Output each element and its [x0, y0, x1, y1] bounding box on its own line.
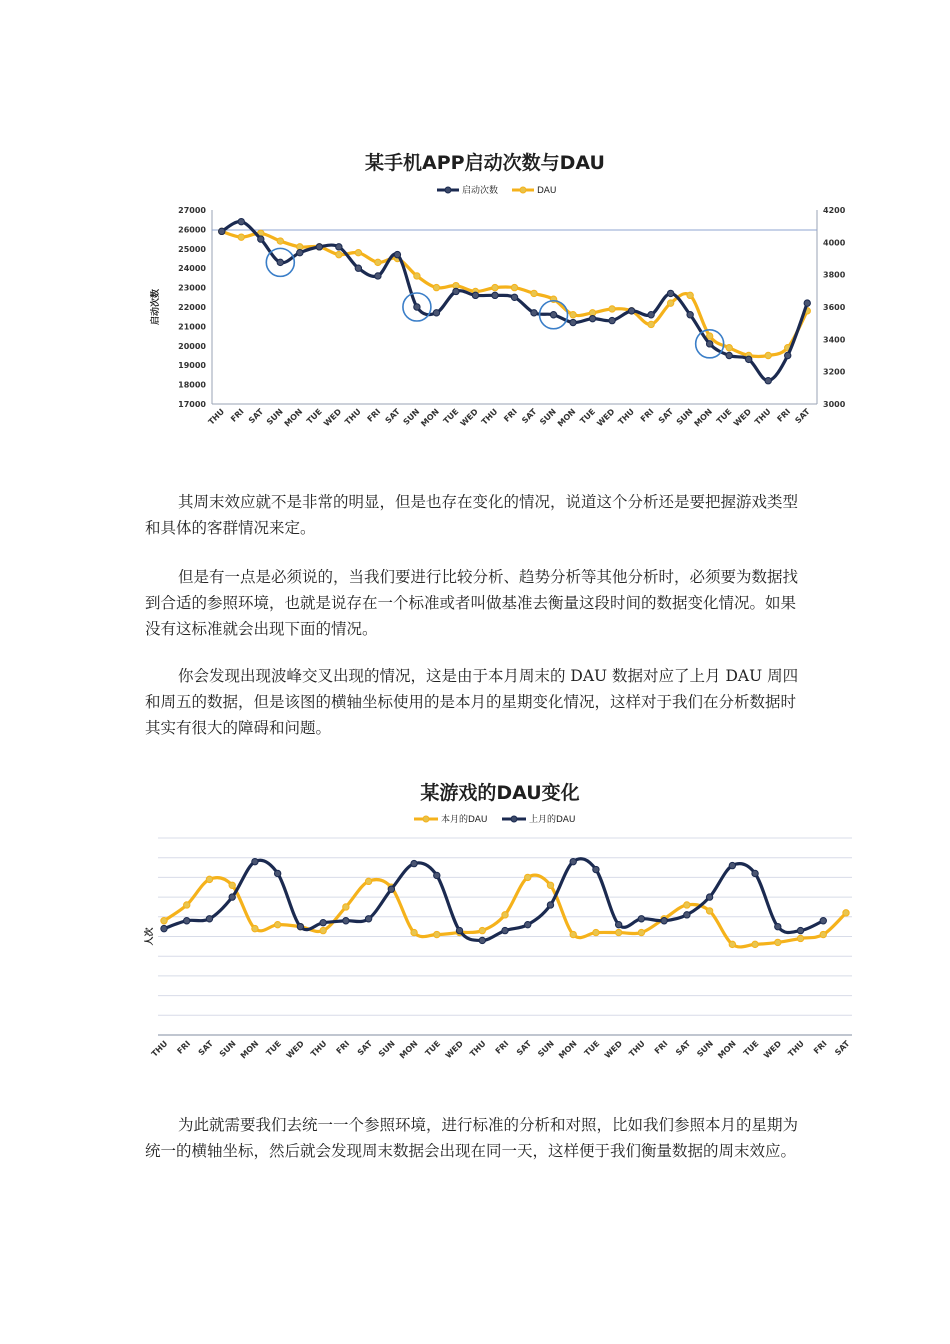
x-tick-label: THU — [308, 1039, 329, 1059]
x-tick-label: TUE — [264, 1039, 284, 1058]
data-point — [785, 352, 791, 358]
data-point — [492, 284, 498, 290]
data-point — [274, 921, 280, 927]
x-tick-label: FRI — [775, 407, 793, 424]
data-point — [609, 317, 615, 323]
x-tick-label: FRI — [493, 1039, 511, 1056]
data-point — [765, 352, 771, 358]
chart1-legend — [437, 184, 557, 196]
data-point — [274, 870, 280, 876]
data-point — [375, 259, 381, 265]
y-tick-label: 20000 — [178, 341, 206, 351]
chart1-plot — [140, 138, 846, 438]
x-tick-label: FRI — [502, 407, 519, 424]
x-tick-label: SUN — [674, 407, 695, 427]
x-tick-label: THU — [479, 407, 500, 427]
x-tick-label: SUN — [376, 1039, 397, 1059]
data-point — [726, 345, 732, 351]
data-point — [336, 251, 342, 257]
data-point — [375, 273, 381, 279]
x-tick-label: SAT — [674, 1039, 693, 1058]
x-tick-label: MON — [238, 1039, 261, 1061]
data-point — [343, 918, 349, 924]
y2-tick-label: 4200 — [823, 206, 846, 215]
x-tick-label: MON — [692, 407, 715, 429]
paragraph-3: 你会发现出现波峰交叉出现的情况，这是由于本月周末的 DAU 数据对应了上月 DAU 周四和周五的数据，但是该图的横轴坐标使用的是本月的星期变化情况，这样对于我们在分析数据时其实有很大的障碍和问题。 — [145, 667, 799, 737]
data-point — [316, 244, 322, 250]
x-tick-label: TUE — [714, 407, 734, 426]
x-tick-label: SUN — [401, 407, 422, 427]
data-point — [433, 310, 439, 316]
data-point — [797, 927, 803, 933]
data-point — [706, 894, 712, 900]
data-point — [320, 920, 326, 926]
legend-label: DAU — [537, 186, 557, 196]
x-tick-label: SUN — [264, 407, 285, 427]
x-tick-label: THU — [343, 407, 363, 427]
x-tick-label: WED — [595, 407, 617, 429]
data-point — [161, 925, 167, 931]
x-tick-label: WED — [458, 407, 480, 429]
x-tick-label: WED — [284, 1039, 306, 1061]
data-point — [615, 929, 621, 935]
data-point — [648, 312, 654, 318]
legend-label: 启动次数 — [462, 186, 499, 196]
x-tick-label: SAT — [355, 1039, 375, 1058]
data-point — [355, 249, 361, 255]
data-point — [797, 935, 803, 941]
data-point — [525, 874, 531, 880]
x-tick-label: WED — [762, 1039, 784, 1061]
data-point — [745, 356, 751, 362]
data-point — [238, 234, 244, 240]
data-point — [388, 886, 394, 892]
data-point — [479, 927, 485, 933]
data-point — [297, 923, 303, 929]
data-point — [184, 902, 190, 908]
y2-tick-label: 3200 — [823, 367, 846, 377]
x-tick-label: FRI — [365, 407, 383, 424]
x-tick-label: THU — [468, 1039, 488, 1059]
series-line-last-month — [164, 859, 823, 941]
y-tick-label: 27000 — [178, 206, 206, 215]
data-point — [525, 921, 531, 927]
data-point — [252, 858, 258, 864]
y2-tick-label: 3600 — [823, 303, 846, 312]
data-point — [661, 918, 667, 924]
x-tick-label: TUE — [578, 407, 597, 426]
y2-tick-label: 4000 — [823, 238, 846, 248]
data-point — [684, 902, 690, 908]
y-tick-label: 25000 — [178, 244, 206, 254]
data-point — [570, 931, 576, 937]
y2-tick-label: 3000 — [823, 400, 846, 409]
y-tick-label: 23000 — [178, 283, 206, 293]
data-point — [765, 378, 771, 384]
x-tick-label: TUE — [441, 407, 461, 426]
data-point — [343, 904, 349, 910]
y-tick-label: 18000 — [178, 380, 206, 390]
data-point — [843, 910, 849, 916]
data-point — [206, 916, 212, 922]
x-tick-label: TUE — [305, 407, 324, 426]
x-tick-label: SAT — [246, 407, 266, 426]
y-axis-label: 启动次数 — [151, 288, 161, 326]
data-point — [706, 908, 712, 914]
y2-tick-label: 3800 — [823, 270, 846, 280]
data-point — [277, 238, 283, 244]
y-tick-label: 22000 — [178, 303, 206, 312]
x-tick-label: WED — [443, 1039, 465, 1061]
data-point — [258, 236, 264, 242]
x-tick-label: FRI — [334, 1039, 352, 1056]
data-point — [511, 284, 517, 290]
data-point — [570, 312, 576, 318]
x-tick-label: MON — [282, 407, 305, 429]
y-tick-label: 26000 — [178, 225, 206, 235]
data-point — [252, 925, 258, 931]
data-point — [502, 927, 508, 933]
legend-swatch-marker — [445, 187, 451, 193]
x-tick-label: TUE — [741, 1039, 761, 1058]
data-point — [729, 862, 735, 868]
data-point — [706, 333, 712, 339]
data-point — [411, 929, 417, 935]
data-point — [570, 319, 576, 325]
y-tick-label: 19000 — [178, 361, 206, 371]
data-point — [570, 858, 576, 864]
data-point — [206, 876, 212, 882]
x-tick-label: SAT — [383, 407, 402, 426]
x-tick-label: MON — [555, 407, 578, 429]
data-point — [161, 918, 167, 924]
data-point — [434, 931, 440, 937]
data-point — [667, 290, 673, 296]
data-point — [667, 300, 673, 306]
x-tick-label: THU — [753, 407, 773, 427]
data-point — [492, 292, 498, 298]
x-tick-label: WED — [322, 407, 344, 429]
legend-label: 本月的DAU — [441, 815, 488, 825]
data-point — [752, 941, 758, 947]
legend-label: 上月的DAU — [529, 815, 576, 825]
paragraph-2: 但是有一点是必须说的，当我们要进行比较分析、趋势分析等其他分析时，必须要为数据找到合适的参照环境，也就是说存在一个标准或者叫做基准去衡量这段时间的数据变化情况。如果没有这标准就会出现下面的情况。 — [145, 568, 799, 638]
data-point — [820, 931, 826, 937]
chart2-legend — [414, 813, 576, 825]
x-tick-label: THU — [206, 407, 227, 427]
x-tick-label: THU — [149, 1039, 170, 1059]
data-point — [531, 290, 537, 296]
data-point — [238, 218, 244, 224]
data-point — [638, 916, 644, 922]
data-point — [687, 312, 693, 318]
y-tick-label: 17000 — [178, 400, 206, 409]
paragraph-1: 其周末效应就不是非常的明显，但是也存在变化的情况，说道这个分析还是要把握游戏类型和具体的客群情况来定。 — [145, 493, 799, 537]
data-point — [729, 941, 735, 947]
x-tick-label: TUE — [423, 1039, 443, 1058]
y-axis-label: 人次 — [145, 927, 155, 946]
data-point — [336, 244, 342, 250]
data-point — [229, 894, 235, 900]
data-point — [414, 304, 420, 310]
x-tick-label: SAT — [514, 1039, 534, 1058]
data-point — [277, 259, 283, 265]
chart-game-dau — [140, 770, 860, 1070]
data-point — [456, 927, 462, 933]
x-tick-label: FRI — [652, 1039, 670, 1056]
data-point — [752, 870, 758, 876]
chart-app-launches-dau — [140, 138, 846, 438]
x-tick-label: MON — [557, 1039, 579, 1061]
data-point — [775, 923, 781, 929]
x-tick-label: SAT — [793, 407, 812, 426]
data-point — [638, 929, 644, 935]
chart1-title: 某手机APP启动次数与DAU — [365, 152, 605, 174]
data-point — [593, 929, 599, 935]
data-point — [706, 341, 712, 347]
data-point — [593, 866, 599, 872]
data-point — [687, 292, 693, 298]
y-tick-label: 21000 — [178, 322, 206, 332]
x-tick-label: SUN — [538, 407, 558, 427]
x-tick-label: FRI — [638, 407, 656, 424]
y2-tick-label: 3400 — [823, 335, 846, 345]
data-point — [365, 878, 371, 884]
data-point — [434, 872, 440, 878]
x-tick-label: MON — [397, 1039, 420, 1061]
x-tick-label: THU — [616, 407, 637, 427]
data-point — [479, 937, 485, 943]
x-tick-label: FRI — [228, 407, 246, 424]
data-point — [297, 249, 303, 255]
data-point — [365, 916, 371, 922]
data-point — [547, 882, 553, 888]
data-point — [355, 265, 361, 271]
x-tick-label: WED — [602, 1039, 625, 1061]
x-tick-label: SAT — [833, 1039, 852, 1058]
x-tick-label: TUE — [582, 1039, 602, 1058]
data-point — [411, 860, 417, 866]
x-tick-label: FRI — [811, 1039, 829, 1056]
x-tick-label: SAT — [656, 407, 676, 426]
x-tick-label: SUN — [695, 1039, 716, 1059]
x-tick-label: MON — [716, 1039, 738, 1061]
data-point — [820, 918, 826, 924]
y-tick-label: 24000 — [178, 264, 206, 274]
data-point — [472, 292, 478, 298]
data-point — [684, 912, 690, 918]
x-tick-label: THU — [627, 1039, 647, 1059]
data-point — [394, 251, 400, 257]
data-point — [547, 902, 553, 908]
x-tick-label: WED — [731, 407, 754, 429]
data-point — [615, 921, 621, 927]
data-point — [502, 912, 508, 918]
data-point — [414, 273, 420, 279]
paragraph-4: 为此就需要我们去统一一个参照环境，进行标准的分析和对照，比如我们参照本月的星期为统一的横轴坐标，然后就会发现周末数据会出现在同一天，这样便于我们衡量数据的周末效应。 — [145, 1116, 799, 1160]
x-tick-label: SAT — [196, 1039, 215, 1058]
data-point — [511, 294, 517, 300]
x-tick-label: MON — [419, 407, 441, 429]
data-point — [628, 308, 634, 314]
chart2-title: 某游戏的DAU变化 — [420, 782, 580, 804]
data-point — [804, 300, 810, 306]
data-point — [453, 288, 459, 294]
x-tick-label: FRI — [175, 1039, 193, 1056]
legend-swatch-marker — [423, 816, 429, 822]
data-point — [589, 315, 595, 321]
legend-swatch-marker — [520, 187, 526, 193]
data-point — [184, 918, 190, 924]
chart2-plot — [140, 770, 860, 1070]
data-point — [433, 284, 439, 290]
legend-swatch-marker — [511, 816, 517, 822]
data-point — [726, 352, 732, 358]
data-point — [229, 882, 235, 888]
x-tick-label: SAT — [520, 407, 539, 426]
data-point — [320, 927, 326, 933]
data-point — [550, 312, 556, 318]
x-tick-label: SUN — [536, 1039, 556, 1059]
data-point — [219, 228, 225, 234]
data-point — [531, 310, 537, 316]
data-point — [775, 939, 781, 945]
data-point — [648, 321, 654, 327]
x-tick-label: THU — [786, 1039, 806, 1059]
x-tick-label: SUN — [217, 1039, 238, 1059]
data-point — [609, 306, 615, 312]
